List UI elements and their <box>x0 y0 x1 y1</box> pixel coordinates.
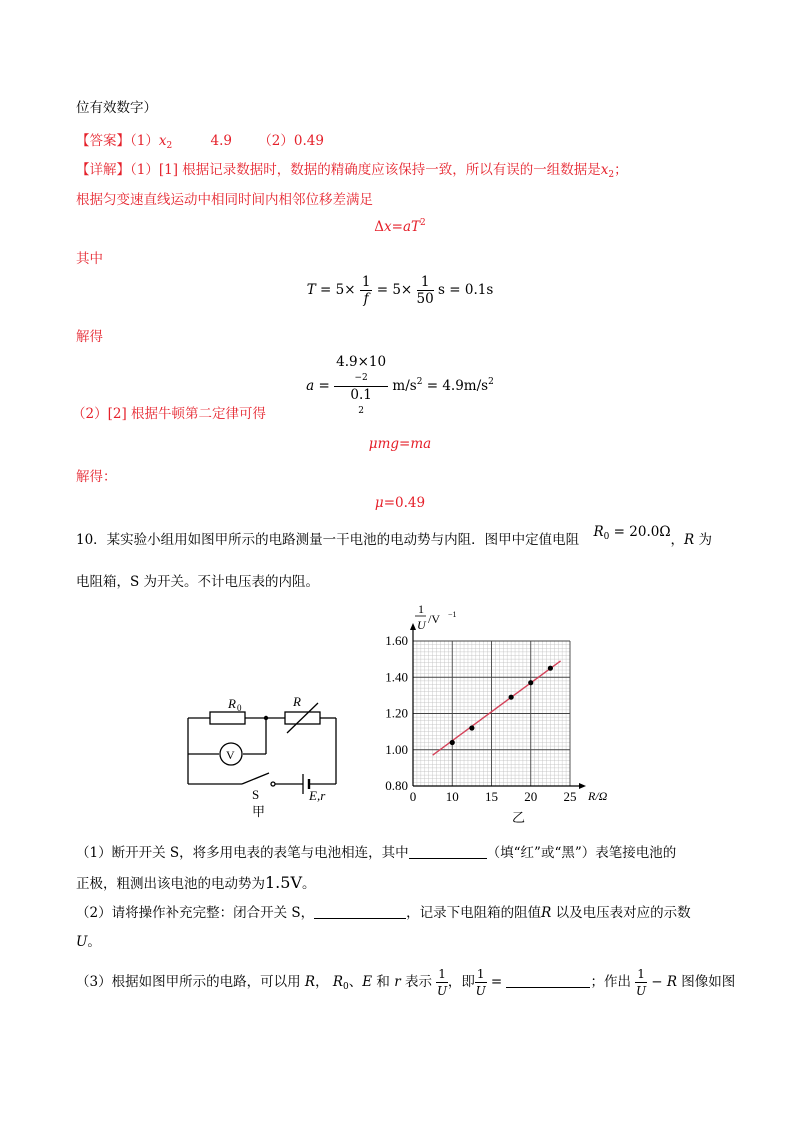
y-axis-label-den: U <box>417 618 426 632</box>
x-tick-label: 10 <box>445 789 459 804</box>
q1-blank[interactable] <box>409 858 487 859</box>
y-tick-label: 1.00 <box>385 741 408 757</box>
q10-line-1: 10．某实验小组用如图甲所示的电路测量一干电池的电动势与内阻．图甲中定值电阻 $R_0 = 20.0\Omega$，R 为 <box>76 524 713 548</box>
data-point <box>509 695 514 700</box>
equation-period: T = 5× $\frac{1}{f}$ = 5× $\frac{1}{50}$ s = 0.1s <box>306 274 494 307</box>
q2-line-1: （2）请将操作补充完整：闭合开关 S， ，记录下电阻箱的阻值R 以及电压表对应的示数 <box>76 905 691 921</box>
y-tick-label: 1.20 <box>385 705 408 721</box>
rheostat-arrow <box>287 703 318 733</box>
x-axis-label: R/Ω <box>588 789 608 803</box>
y-axis-label-sup: −1 <box>448 610 457 619</box>
svg-text:0: 0 <box>237 703 242 713</box>
data-point <box>469 725 474 730</box>
svg-text:甲: 甲 <box>252 804 266 819</box>
svg-text:R: R <box>228 696 236 711</box>
y-tick-label: 1.40 <box>385 669 408 685</box>
equation-acceleration: a = 4.9×10 −2 0.1 2 $m/s^2 = 4.9m/s^2$ <box>306 354 494 416</box>
q3-blank[interactable] <box>506 987 590 988</box>
y-axis-label-unit: /V <box>428 612 440 626</box>
answer-line: 【答案】$(1)x_2$ 4.9 （2）0.49 <box>76 133 324 151</box>
x-tick-label: 0 <box>409 789 417 804</box>
q1-line-1: （1）断开开关 S，将多用电表的表笔与电池相连，其中 （填“红”或“黑”）表笔接电池的 <box>76 845 677 861</box>
q2-blank[interactable] <box>314 918 406 919</box>
qizhong-label: 其中 <box>76 251 103 267</box>
svg-text:S: S <box>252 787 260 802</box>
y-tick-label: 1.60 <box>385 633 408 648</box>
answer-tag: 【答案】 <box>76 133 130 149</box>
equation-delta-x: $\Delta x=aT^2$ <box>374 218 426 235</box>
data-point <box>450 740 455 745</box>
q1-line-2: 正极，粗测出该电池的电动势为1.5V。 <box>76 873 316 892</box>
q10-line-2: 电阻箱，S 为开关。不计电压表的内阻。 <box>76 574 320 590</box>
detail-line-1: 【详解】（1）[1] 根据记录数据时，数据的精确度应该保持一致，所以有误的一组数据是$x_2$； <box>76 162 628 180</box>
switch-s <box>242 773 269 784</box>
chart-caption: 乙 <box>512 810 526 825</box>
continuation-text: 位有效数字） <box>76 100 157 116</box>
equation-newton: μmg=ma <box>368 436 432 452</box>
x-tick-label: 20 <box>524 789 538 804</box>
equation-mu: μ=0.49 <box>374 495 426 511</box>
detail-line-2: 根据匀变速直线运动中相同时间内相邻位移差满足 <box>76 192 373 208</box>
jiede-label: 解得 <box>76 329 103 345</box>
detail-tag: 【详解】 <box>76 162 130 178</box>
resistor-r0 <box>210 712 245 724</box>
y-axis-arrow <box>410 623 416 630</box>
q2-line-2: U。 <box>76 934 101 950</box>
circuit-diagram <box>175 688 355 828</box>
svg-text:E,r: E,r <box>309 788 326 803</box>
detail-part2: （2）[2] 根据牛顿第二定律可得 <box>72 406 267 422</box>
svg-text:V: V <box>226 748 235 762</box>
data-point <box>548 666 553 671</box>
x-axis-arrow <box>579 783 586 789</box>
x-tick-label: 25 <box>563 789 577 804</box>
y-tick-label: 0.80 <box>385 778 408 793</box>
y-axis-label-num: 1 <box>418 602 424 616</box>
jiede2-label: 解得： <box>76 469 117 485</box>
graph-inv-u-vs-r <box>370 600 650 835</box>
q3-line: （3）根据如图甲所示的电路，可以用 R， $R_0$、E 和 r 表示 $\frac{1}{U}$ ，即 $\frac{1}{U}$ = ；作出 $\frac{1}{U}$ − R 图像如图 <box>76 967 736 998</box>
x-tick-label: 15 <box>485 789 498 804</box>
data-point <box>528 680 533 685</box>
svg-text:R: R <box>293 694 301 709</box>
